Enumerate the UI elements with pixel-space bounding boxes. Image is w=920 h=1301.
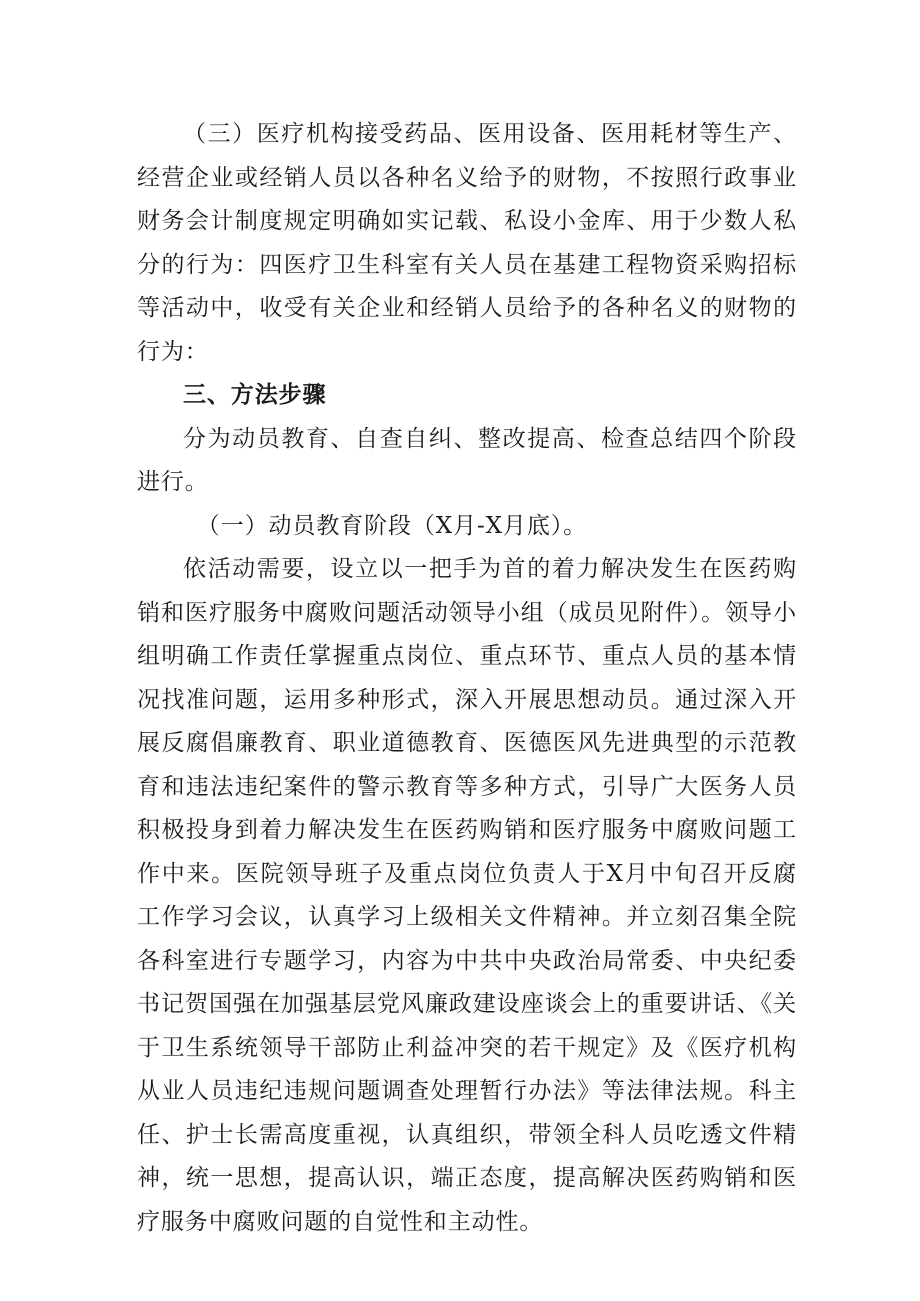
paragraph-stages-overview: 分为动员教育、自查自纠、整改提高、检查总结四个阶段进行。 <box>137 425 797 495</box>
subheading-stage-one: （一）动员教育阶段（X月-X月底）。 <box>196 512 588 539</box>
section-heading-methods: 三、方法步骤 <box>183 382 327 408</box>
document-page <box>137 113 797 1244</box>
paragraph-item-three: （三）医疗机构接受药品、医用设备、医用耗材等生产、经营企业或经销人员以各种名义给予的财物，不按照行政事业财务会计制度规定明确如实记载、私设小金库、用于少数人私分的行为：四医疗卫生科室有关人员在基建工程物资采购招标等活动中，收受有关企业和经销人员给予的各种名义的财物的行为： <box>137 121 797 365</box>
paragraph-stage-one-body: 依活动需要，设立以一把手为首的着力解决发生在医药购销和医疗服务中腐败问题活动领导小组（成员见附件）。领导小组明确工作责任掌握重点岗位、重点环节、重点人员的基本情况找准问题，运用多种形式，深入开展思想动员。通过深入开展反腐倡廉教育、职业道德教育、医德医风先进典型的示范教育和违法违纪案件的警示教育等多种方式，引导广大医务人员积极投身到着力解决发生在医药购销和医疗服务中腐败问题工作中来。医院领导班子及重点岗位负责人于X月中旬召开反腐工作学习会议，认真学习上级相关文件精神。并立刻召集全院各科室进行专题学习，内容为中共中央政治局常委、中央纪委书记贺国强在加强基层党风廉政建设座谈会上的重要讲话、《关于卫生系统领导干部防止利益冲突的若干规定》及《医疗机构从业人员违纪违规问题调查处理暂行办法》等法律法规。科主任、护士长需高度重视，认真组织，带领全科人员吃透文件精神，统一思想，提高认识，端正态度，提高解决医药购销和医疗服务中腐败问题的自觉性和主动性。 <box>137 556 797 1235</box>
